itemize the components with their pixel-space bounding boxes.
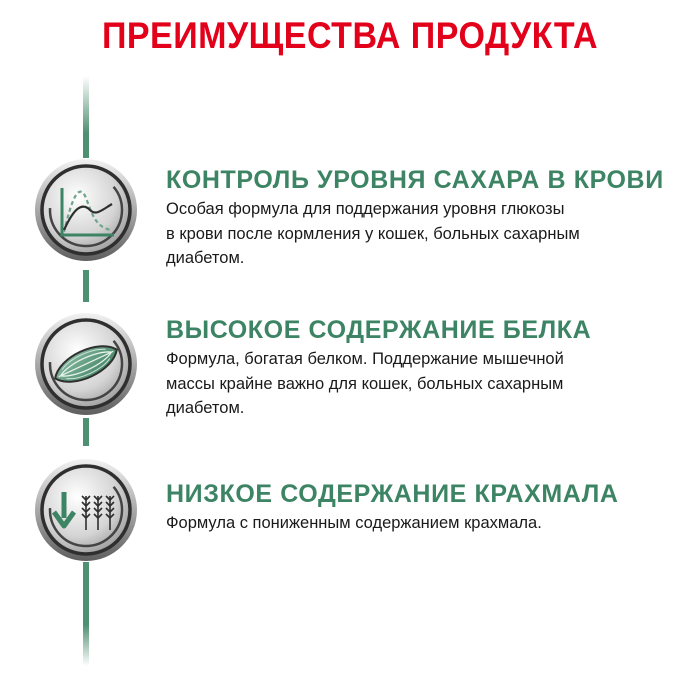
feature-blood-sugar [166,164,686,271]
feature-description [166,511,686,536]
blood-sugar-curve-icon [34,158,138,262]
description-line: в крови после кормления у кошек, больных сахарным [166,224,580,243]
muscle-fiber-icon [34,312,138,416]
feature-description [166,347,686,421]
feature-description [166,197,686,271]
page-title: ПРЕИМУЩЕСТВА ПРОДУКТА [101,15,599,57]
feature-high-protein [166,314,686,421]
description-line: диабетом. [166,399,245,417]
feature-low-starch [166,478,686,536]
description-line: диабетом. [166,249,245,267]
description-line: массы крайне важно для кошек, больных сахарным [166,374,564,393]
feature-heading: КОНТРОЛЬ УРОВНЯ САХАРА В КРОВИ [166,166,664,194]
description-line: Формула, богатая белком. Поддержание мышечной [166,350,564,368]
feature-heading: НИЗКОЕ СОДЕРЖАНИЕ КРАХМАЛА [166,480,619,508]
description-line: Особая формула для поддержания уровня глюкозы [166,200,565,218]
low-starch-wheat-icon [34,458,138,562]
feature-heading: ВЫСОКОЕ СОДЕРЖАНИЕ БЕЛКА [166,316,592,344]
description-line: Формула с пониженным содержанием крахмала. [166,514,542,532]
